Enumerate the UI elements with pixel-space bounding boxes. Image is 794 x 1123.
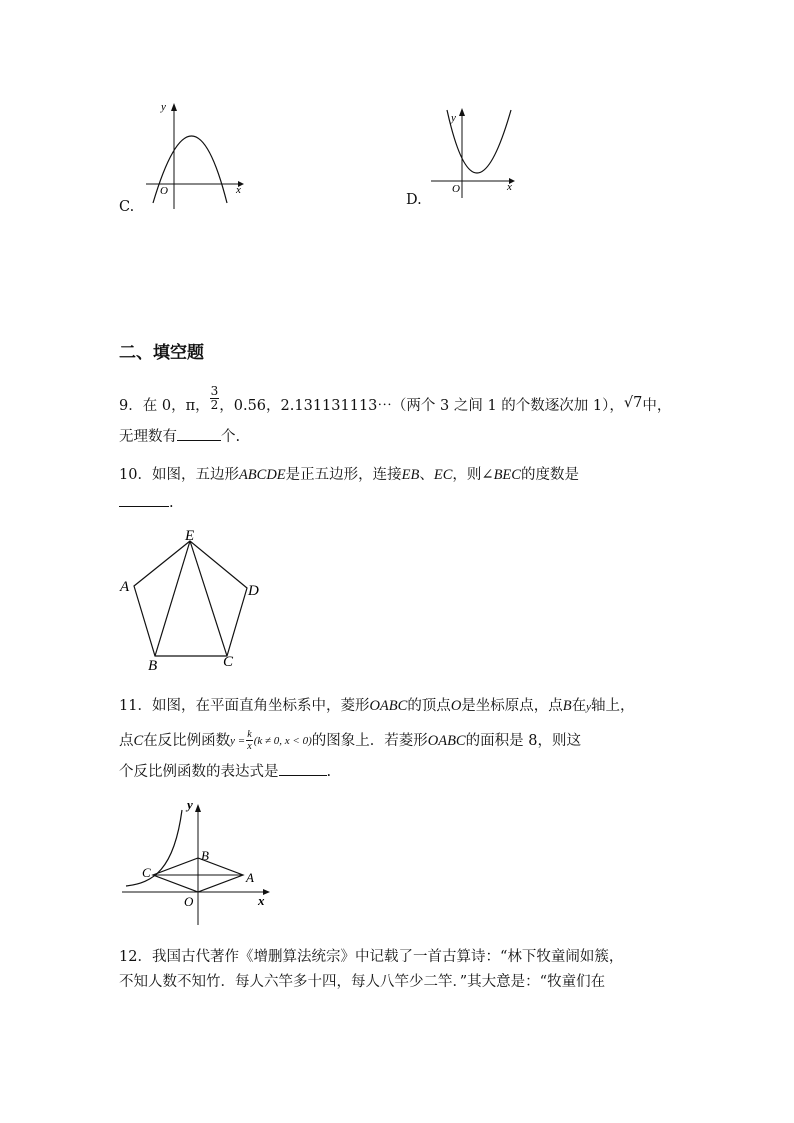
q10-math-abcde: ABCDE	[238, 467, 286, 483]
q9-text-1: 在 0，π，	[142, 398, 210, 414]
vertex-b-label: B	[148, 658, 158, 673]
question-11-line3	[119, 761, 331, 782]
q9-text-5: 个.	[221, 429, 241, 445]
segment-ec	[190, 541, 227, 656]
q11-text-d: 在	[571, 698, 587, 714]
section-title: 二、填空题	[119, 343, 204, 363]
q10-math-angle: ∠BEC	[481, 467, 521, 483]
pentagon-outline	[134, 541, 247, 656]
question-11-line2	[119, 729, 581, 752]
q9-text-2: ，0.56，2.131131113⋯（两个 3 之间 1 的个数逐次加 1），	[219, 398, 624, 414]
vertex-e-label: E	[185, 528, 195, 544]
vertex-c-label: C	[223, 654, 234, 670]
q11-text-e: 轴上，	[591, 698, 635, 714]
q9-text-4: 无理数有	[119, 429, 177, 445]
question-9-line1	[119, 383, 672, 416]
fraction-numerator: 3	[210, 383, 219, 398]
origin-label: O	[184, 894, 194, 909]
point-c-label: C	[142, 865, 151, 880]
fraction-denominator: 2	[210, 397, 219, 412]
pentagon-svg	[115, 528, 265, 673]
q11-math-y: y	[586, 701, 592, 713]
vertex-a-label: A	[120, 579, 130, 595]
pentagon-figure	[115, 528, 265, 673]
q11-text-a: 如图，在平面直角坐标系中，菱形	[151, 698, 370, 714]
option-d-graph	[425, 100, 525, 210]
fraction-3-2	[210, 385, 220, 412]
y-axis-arrow	[195, 804, 201, 812]
parabola-d	[447, 110, 511, 173]
question-10-line1	[119, 465, 579, 485]
q10-math-ec: EC	[433, 467, 453, 483]
x-axis-label: x	[507, 181, 512, 193]
question-12-line2: 不知人数不知竹．每人六竿多十四，每人八竿少二竿．”其大意是：“牧童们在	[119, 974, 606, 990]
point-b-label: B	[201, 848, 209, 863]
q11-math-b: B	[562, 698, 572, 714]
q10-number: 10．	[119, 467, 152, 483]
option-d	[425, 100, 525, 210]
option-c	[140, 95, 250, 215]
segment-eb	[155, 541, 190, 656]
q11-math-o: O	[450, 698, 462, 714]
q11-number: 11．	[119, 698, 152, 714]
q11-text-l2a: 点	[119, 732, 134, 749]
answer-blank	[177, 426, 221, 441]
rhombus-figure	[118, 795, 278, 930]
q10-text-d: ，则	[452, 467, 482, 483]
q10-math-eb: EB	[401, 467, 420, 483]
q11-math-oabc: OABC	[369, 698, 408, 714]
question-11-line1	[119, 696, 635, 717]
point-a-label: A	[246, 870, 254, 885]
q10-text-e: 的度数是	[520, 467, 579, 483]
y-axis-label: y	[161, 101, 166, 113]
sqrt-7: √7	[623, 395, 643, 411]
q9-number: 9．	[119, 398, 143, 414]
q11-math-c: C	[133, 732, 144, 749]
q11-text-c: 是坐标原点，点	[461, 698, 563, 714]
q11-text-l2d: 的面积是 8，则这	[465, 732, 581, 749]
x-axis-label: x	[236, 184, 241, 196]
option-c-label: C.	[119, 199, 135, 215]
q10-text-b: 是正五边形，连接	[285, 467, 402, 483]
q9-text-3: 中，	[642, 398, 672, 414]
q11-text-b: 的顶点	[407, 698, 451, 714]
option-d-label: D.	[406, 192, 422, 208]
y-axis-arrow	[171, 103, 177, 111]
answer-blank	[119, 492, 169, 507]
vertex-d-label: D	[248, 583, 259, 599]
answer-blank	[279, 761, 327, 776]
question-10-line2	[119, 492, 174, 513]
rhombus-svg	[118, 795, 278, 930]
q10-text-a: 如图，五边形	[151, 467, 239, 483]
y-axis-label: y	[187, 797, 193, 812]
x-axis-label: x	[258, 893, 265, 908]
function-numerator: k	[247, 729, 252, 740]
function-y: y =	[230, 734, 246, 747]
y-axis-label: y	[451, 112, 456, 124]
q11-text-l2b: 在反比例函数	[143, 732, 231, 749]
q11-text-l3a: 个反比例函数的表达式是	[119, 764, 279, 780]
q10-end: .	[169, 495, 174, 511]
q11-text-l2c: 的图象上．若菱形	[311, 732, 428, 749]
q10-text-c: 、	[419, 467, 434, 483]
question-12-line1: 12．我国古代著作《增删算法统宗》中记载了一首古算诗：“林下牧童闹如簇，	[119, 949, 624, 965]
y-axis-arrow	[459, 108, 465, 116]
q11-math-oabc-2: OABC	[427, 732, 466, 749]
question-9-line2	[119, 426, 240, 447]
option-c-graph	[140, 95, 250, 215]
origin-label: O	[452, 183, 460, 195]
q11-text-l3b: .	[326, 764, 332, 780]
function-denominator: x	[247, 741, 252, 752]
function-fraction	[246, 729, 252, 752]
origin-label: O	[160, 185, 168, 197]
function-condition: (k ≠ 0, x < 0)	[253, 734, 312, 747]
